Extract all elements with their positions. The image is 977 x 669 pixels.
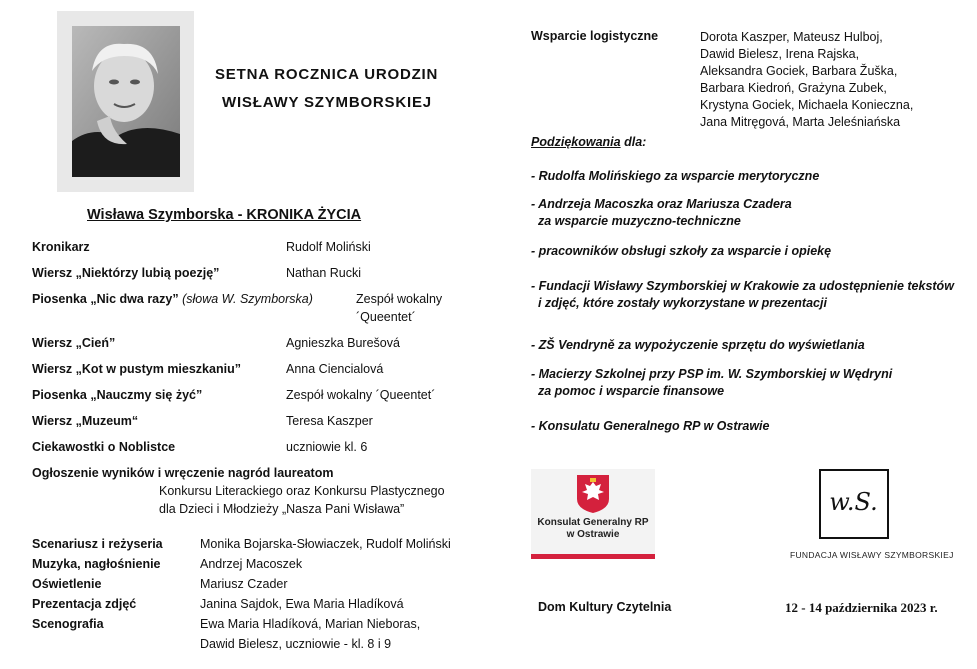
thanks-item [531, 418, 769, 435]
credit-label: Scenariusz i reżyseria [32, 537, 163, 551]
program-item-label: Wiersz „Niektórzy lubią poezję” [32, 266, 220, 280]
program-item-label: Wiersz „Kot w pustym mieszkaniu” [32, 362, 241, 376]
program-item-performer: Teresa Kaszper [286, 414, 373, 428]
program-item-label: Ciekawostki o Noblistce [32, 440, 176, 454]
thanks-line: - Fundacji Wisławy Szymborskiej w Krakowie za udostępnienie tekstów [531, 279, 954, 293]
konsulat-logo-text [531, 517, 655, 541]
logistics-label: Wsparcie logistyczne [531, 29, 659, 43]
thanks-line: za pomoc i wsparcie finansowe [531, 384, 725, 398]
awards-label: Ogłoszenie wyników i wręczenie nagród laureatom [32, 466, 334, 480]
venue: Dom Kultury Czytelnia [538, 600, 672, 614]
thanks-line: - Macierzy Szkolnej przy PSP im. W. Szymborskiej w Wędryni [531, 367, 893, 381]
thanks-heading-underlined: Podziękowania [531, 135, 621, 149]
event-date: 12 - 14 października 2023 r. [785, 600, 938, 615]
thanks-line: - Andrzeja Macoszka oraz Mariusza Czadera [531, 197, 792, 211]
awards-line2: dla Dzieci i Młodzieży „Nasza Pani Wisława” [159, 502, 405, 516]
logistics-name-line: Dorota Kaszper, Mateusz Hulboj, [700, 30, 883, 44]
thanks-line: - Konsulatu Generalnego RP w Ostrawie [531, 419, 770, 433]
logistics-name-line: Jana Mitręgová, Marta Jeleśniańska [700, 115, 901, 129]
credit-value: Monika Bojarska-Słowiaczek, Rudolf Moliński [200, 537, 451, 551]
thanks-line: za wsparcie muzyczno-techniczne [531, 214, 741, 228]
program-item-label: Kronikarz [32, 240, 90, 254]
credit-label: Oświetlenie [32, 577, 102, 591]
program-item-note: (słowa W. Szymborska) [182, 292, 313, 306]
credit-label: Prezentacja zdjęć [32, 597, 137, 611]
page-title-line2: WISŁAWY SZYMBORSKIEJ [222, 94, 432, 111]
program-item-label-row [32, 292, 313, 306]
awards-line1: Konkursu Literackiego oraz Konkursu Plastycznego [159, 484, 445, 498]
program-item-performer: Zespół wokalny [356, 292, 443, 306]
konsulat-red-bar [531, 554, 655, 559]
program-item-performer: uczniowie kl. 6 [286, 440, 368, 454]
ws-foundation-logo [819, 469, 889, 539]
credit-value: Andrzej Macoszek [200, 557, 303, 571]
logistics-name-line: Aleksandra Gociek, Barbara Žuška, [700, 64, 898, 78]
thanks-line: - ZŠ Vendryně za wypożyczenie sprzętu do wyświetlania [531, 338, 865, 352]
program-item-performer: Agnieszka Burešová [286, 336, 400, 350]
logistics-name-line: Krystyna Gociek, Michaela Konieczna, [700, 98, 914, 112]
konsulat-line1: Konsulat Generalny RP [537, 517, 649, 528]
credit-label: Scenografia [32, 617, 104, 631]
logistics-name-line: Dawid Bielesz, Irena Rajska, [700, 47, 860, 61]
thanks-heading [531, 135, 646, 149]
thanks-item [531, 196, 792, 230]
program-item-performer: Zespół wokalny ´Queentet´ [286, 388, 436, 402]
program-item-performer-line2: ´Queentet´ [356, 310, 416, 324]
credit-value-line2: Dawid Bielesz, uczniowie - kl. 8 i 9 [200, 637, 392, 651]
credit-label: Muzyka, nagłośnienie [32, 557, 161, 571]
konsulat-line2: w Ostrawie [566, 529, 620, 540]
thanks-item [531, 366, 892, 400]
page-title-line1: SETNA ROCZNICA URODZIN [215, 66, 439, 83]
thanks-item [531, 337, 865, 354]
program-item-performer: Nathan Rucki [286, 266, 362, 280]
thanks-line: - pracowników obsługi szkoły za wsparcie i opiekę [531, 244, 832, 258]
program-item-label: Piosenka „Nic dwa razy” [32, 292, 179, 306]
thanks-heading-rest: dla: [620, 135, 647, 149]
logistics-name-line: Barbara Kiedroń, Grażyna Zubek, [700, 81, 887, 95]
thanks-line: i zdjęć, które zostały wykorzystane w prezentacji [531, 296, 827, 310]
program-item-performer: Anna Ciencialová [286, 362, 384, 376]
konsulat-logo [531, 469, 655, 559]
program-item-label: Piosenka „Nauczmy się żyć” [32, 388, 203, 402]
ws-logo-caption: FUNDACJA WISŁAWY SZYMBORSKIEJ [790, 550, 954, 560]
program-item-label: Wiersz „Muzeum“ [32, 414, 139, 428]
credit-value: Janina Sajdok, Ewa Maria Hladíková [200, 597, 404, 611]
thanks-line: - Rudolfa Molińskiego za wsparcie merytoryczne [531, 169, 820, 183]
thanks-item [531, 168, 819, 185]
credit-value: Mariusz Czader [200, 577, 288, 591]
thanks-item [531, 243, 831, 260]
program-item-performer: Rudolf Moliński [286, 240, 371, 254]
credit-value: Ewa Maria Hladíková, Marian Nieboras, [200, 617, 421, 631]
logistics-names [700, 29, 913, 131]
program-heading: Wisława Szymborska - KRONIKA ŻYCIA [87, 207, 362, 223]
ws-logo-mark: w.S. [829, 488, 878, 516]
program-item-label: Wiersz „Cień” [32, 336, 116, 350]
polish-eagle-emblem-icon [577, 475, 609, 513]
thanks-item [531, 278, 954, 312]
portrait-photo [72, 26, 180, 177]
